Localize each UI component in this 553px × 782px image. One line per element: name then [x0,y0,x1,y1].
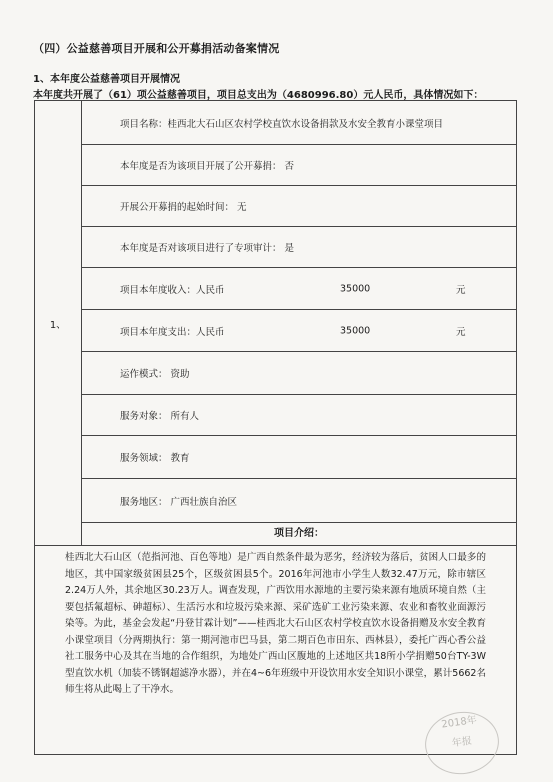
project-table [34,100,517,755]
income-label: 项目本年度收入：人民币 [120,284,225,296]
fundraising-start-time: 开展公开募捐的起始时间： 无 [120,202,247,213]
expense-amount: 35000 [340,325,371,336]
project-index: 1、 [35,101,82,546]
expense-label: 项目本年度支出：人民币 [120,326,225,338]
special-audit: 本年度是否对该项目进行了专项审计： 是 [120,243,295,254]
income-row [82,282,516,296]
project-summary: 本年度共开展了（61）项公益慈善项目，项目总支出为（4680996.80）元人民币，具体情况如下： [33,90,484,101]
income-unit: 元 [456,284,466,296]
public-fundraising: 本年度是否为该项目开展了公开募捐： 否 [120,161,295,172]
intro-text: 桂西北大石山区（范指河池、百色等地）是广西自然条件最为恶劣，经济较为落后，贫困人口最多的地区，其中国家级贫困县25个，区级贫困县5个。2016年河池市小学生人数32.47万元，除市辖区2.24万人外，其余地区30.23万人。调查发现，广西饮用水源地的主要污染来源有地质环境自然（主要包括氟超标、砷超标）、生活污水和垃圾污染来源、采矿选矿工业污染来源、农业和畜牧业面源污染等。为此，基金会发起“丹登甘霖计划”——桂西北大石山区农村学校直饮水设备捐赠及水安全教育小课堂项目（分两期执行：第一期河池市巴马县，第二期百色市田东、西林县），委托广西心香公益社工服务中心及其在当地的合作组织，为地处广西山区腹地的上述地区共18所小学捐赠50台TY-3W型直饮水机（加装不锈钢超滤净水器），并在4~6年班级中开设饮用水安全知识小课堂，累计5662名师生将从此喝上了干净水。 [65,552,486,695]
intro-title: 项目介绍： [274,528,324,539]
service-target: 服务对象： 所有人 [120,411,200,422]
stamp-label: 年报 [451,735,473,750]
section-title: （四）公益慈善项目开展和公开募捐活动备案情况 [33,42,280,55]
project-name: 项目名称：桂西北大石山区农村学校直饮水设备捐款及水安全教育小课堂项目 [120,118,444,130]
sub-title: 1、本年度公益慈善项目开展情况 [33,74,180,85]
annual-report-stamp [421,707,503,779]
stamp-year: 2018年 [440,714,478,731]
income-amount: 35000 [340,283,371,294]
service-field: 服务领域： 教育 [120,453,190,464]
expense-row [82,324,516,338]
expense-unit: 元 [456,326,466,338]
service-region: 服务地区： 广西壮族自治区 [120,496,238,508]
operation-mode: 运作模式： 资助 [120,369,190,380]
